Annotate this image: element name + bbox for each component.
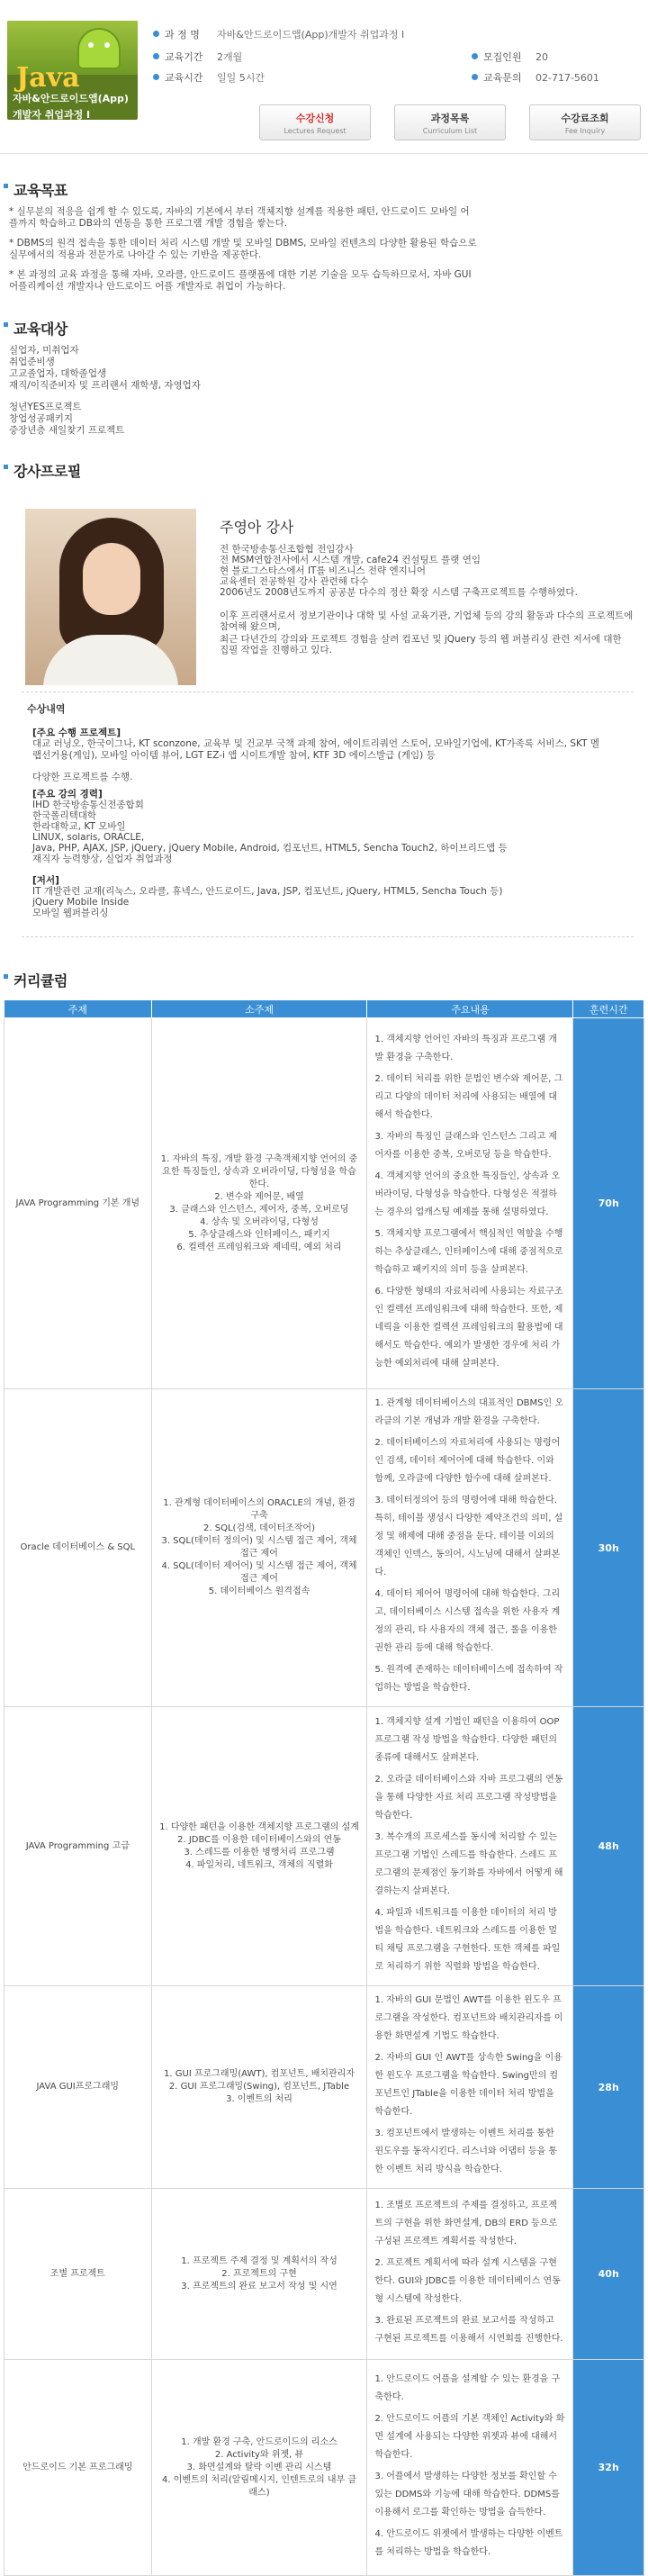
enroll-button[interactable]: 수강신청 Lectures Request: [259, 104, 371, 140]
column-header: 주제: [4, 1000, 152, 1018]
cell-content: [367, 2360, 573, 2576]
content-item: 1. 관계형 데이터베이스의 대표적인 DBMS인 오라클의 기본 개념과 개발 환경을 구축한다.: [374, 1398, 563, 1426]
content-item: 1. 자바의 GUI 문법인 AWT를 이용한 윈도우 프로그램을 작성한다. 컴포넌트와 배치관리자를 이용한 화면설계 기법도 학습한다.: [374, 1995, 563, 2041]
bio-line: 현 블로그스타스에서 IT를 비즈니스 전략 엔지니어: [220, 565, 427, 576]
goal-paragraph-2: * DBMS의 원격 접속을 통한 데이터 처리 시스템 개발 및 모바일 DBMS, 모바일 컨텐츠의 다양한 활용된 학습으로 실무에서의 적용과 전문가로 나아갈 수 있는 기반을 제공한다.: [9, 238, 477, 260]
section-title-curriculum: 커리큘럼: [4, 970, 68, 990]
cell-content: [367, 2189, 573, 2360]
bio-line: 교육센터 전공학원 강사 관련해 다수: [220, 576, 369, 587]
subtopic-item: 2. Activity와 위젯, 뷰: [214, 2449, 304, 2460]
subtopic-item: 1. GUI 프로그래밍(AWT), 컴포넌트, 배치관리자: [164, 2069, 355, 2079]
bullet-icon: [153, 53, 159, 59]
table-row: [4, 1018, 644, 1389]
cell-content: [367, 1707, 573, 1986]
subtopic-item: 6. 컬렉션 프레임워크와 제네릭, 예외 처리: [176, 1242, 342, 1252]
subtopic-item: 4. 상속 및 오버라이딩, 다형성: [200, 1216, 319, 1227]
subtopic-item: 2. 변수와 제어문, 배열: [214, 1191, 304, 1202]
thumbnail-big-text: Java: [16, 62, 80, 94]
content-item: 2. 자바의 GUI 인 AWT를 상속한 Swing을 이용한 윈도우 프로그램을 학습한다. Swing만의 컴포넌트인 JTable을 이용한 데이터 처리 방법을 학습한다.: [374, 2053, 562, 2117]
cell-hours: 40h: [573, 2189, 644, 2360]
award-line: IHD 한국방송통신전종합회: [32, 800, 144, 810]
subtopic-item: 4. SQL(데이터 제어어) 및 시스템 접근 제어, 객체 접근 제어: [161, 1561, 357, 1584]
goal-paragraph-1: * 실무분의 적응을 쉽게 할 수 있도록, 자바의 기본에서 부터 객체지향 설계를 적용한 패턴, 안드로이드 모바일 어플까지 학습하고 DB와의 연동을 통한 프로그램 개발 경험을 쌓는다.: [9, 206, 470, 229]
table-row: [4, 2360, 644, 2576]
award-line: 한라대학교, KT 모바일: [32, 821, 126, 832]
subtopic-item: 1. 프로젝트 주제 결정 및 계획서의 작성: [181, 2255, 338, 2266]
bio-line: 전 한국방송통신조합협 전임강사: [220, 544, 354, 555]
content-item: 4. 안드로이드 위젯에서 발생하는 다양한 이벤트를 처리하는 방법을 학습한다.: [374, 2528, 563, 2557]
content-item: 2. 오라클 데이터베이스와 자바 프로그램의 연동을 통해 다양한 자료 처리 프로그램 작성방법을 학습한다.: [374, 1774, 563, 1821]
android-robot-icon: [77, 28, 121, 69]
target-item: 중장년층 새일찾기 프로젝트: [9, 425, 125, 436]
content-item: 1. 객체지향 언어인 자바의 특징과 프로그램 개발 환경을 구축한다.: [374, 1034, 557, 1062]
cell-subject: Oracle 데이터베이스 & SQL: [4, 1389, 152, 1707]
course-thumbnail: [7, 21, 138, 120]
award-line: jQuery Mobile Inside: [32, 897, 130, 908]
award-line: LINUX, solaris, ORACLE,: [32, 832, 145, 843]
column-header: 주요내용: [367, 1000, 573, 1018]
instructor-name: 주영아 강사: [220, 519, 294, 536]
cell-hours: 70h: [573, 1018, 644, 1389]
cell-subtopics: [151, 1707, 367, 1986]
subtopic-item: 2. 프로젝트의 구현: [221, 2268, 297, 2279]
field-hours: 교육시간 일일 5시간: [153, 70, 265, 85]
bio-line: 2006년도 2008년도까지 공공분 다수의 정산 확장 시스템 구축프로젝트를 수행하였다.: [220, 587, 578, 598]
subtopic-item: 4. 이벤트의 처리(알림메시지, 인텐트로의 내부 클래스): [161, 2474, 357, 2498]
cell-subject: 안드로이드 기본 프로그래밍: [4, 2360, 152, 2576]
cell-content: [367, 1018, 573, 1389]
award-line: 대교 러닝오, 한국이그나, KT sconzone, 교육부 및 건교부 국책 과제 참여, 에이트리쿼언 스토어, 모바일기업에, KT가족록 서비스, SKT 멜랩선거용(게임), 모바일 아이템 뷰어, LGT EZ-i 앱 시이트개발 참여, KTF 3D 에이스발급 (게임) 등: [32, 738, 600, 761]
cell-subtopics: [151, 1018, 367, 1389]
award-line: 모바일 웹퍼블리싱: [32, 908, 109, 918]
column-header: 훈련시간: [573, 1000, 644, 1018]
cell-hours: 48h: [573, 1707, 644, 1986]
cell-hours: 32h: [573, 2360, 644, 2576]
content-item: 5. 객체지향 프로그램에서 핵심적인 역할을 수행하는 추상클래스, 인터페이스에 대해 중점적으로 학습하고 패키지의 의미 등을 살펴본다.: [374, 1228, 563, 1275]
content-item: 3. 복수개의 프로세스를 동시에 처리할 수 있는 프로그램 기법인 스레드를 학습한다. 스레드 프로그램의 문제점인 동기화를 자바에서 어떻게 해결하는지 살펴본다.: [374, 1831, 563, 1896]
target-item: 청년YES프로젝트: [9, 402, 82, 412]
bullet-icon: [153, 74, 159, 80]
cell-hours: 28h: [573, 1986, 644, 2189]
bio-line: 이후 프리랜서로서 정보기관이나 대학 및 사설 교육기관, 기업체 등의 강의 활동과 다수의 프로젝트에 참여해 왔으며,: [220, 610, 634, 632]
subtopic-item: 5. 데이터베이스 원격접속: [208, 1586, 310, 1596]
table-row: [4, 1986, 644, 2189]
content-item: 1. 조별로 프로젝트의 주제를 결정하고, 프로젝트의 구현을 위한 화면설계, DB의 ERD 등으로 구성된 프로젝트 계획서를 작성한다.: [374, 2200, 558, 2246]
cell-subtopics: [151, 2189, 367, 2360]
content-item: 2. 안드로이드 어플의 기본 객체인 Activity와 화면 설계에 사용되는 다양한 위젯과 뷰에 대해서 학습한다.: [374, 2413, 565, 2460]
content-item: 3. 어플에서 발생하는 다양한 정보를 확인할 수 있는 DDMS와 기능에 대해 학습한다. DDMS를 이용해서 로그를 확인하는 방법을 습득한다.: [374, 2471, 560, 2517]
subtopic-item: 3. 스레드를 이용한 병행처리 프로그램: [184, 1847, 335, 1857]
content-item: 4. 객체지향 언어의 중요한 특징들인, 상속과 오버라이딩, 다형성을 학습한다. 다형성은 적절하는 경우의 업캐스팅 예제를 통해 설명하였다.: [374, 1170, 561, 1217]
subtopic-item: 3. 클래스와 인스턴스, 제어자, 중복, 오버로딩: [169, 1204, 349, 1215]
subtopic-item: 2. GUI 프로그래밍(Swing), 컴포넌트, JTable: [168, 2082, 350, 2092]
cell-subject: JAVA Programming 기본 개념: [4, 1018, 152, 1389]
table-header-row: [4, 1000, 644, 1018]
award-line: [저서]: [32, 875, 59, 886]
subtopic-item: 2. JDBC를 이용한 데이터베이스와의 연동: [177, 1834, 341, 1845]
content-item: 4. 파일과 네트워크를 이용한 데이터의 처리 방법을 학습한다. 네트워크와 스레드를 이용한 멀티 채팅 프로그램을 구현한다. 또한 객체를 파일로 처리하기 위한 직렬화 방법을 학습한다.: [374, 1907, 561, 1972]
field-period: 교육기간 2개월: [153, 50, 242, 64]
subtopic-item: 1. 개발 환경 구축, 안드로이드의 리소스: [181, 2436, 338, 2447]
section-title-instructor: 강사프로필: [4, 460, 81, 481]
section-title-goals: 교육목표: [4, 179, 68, 200]
award-line: 한국폴리텍대학: [32, 810, 97, 821]
awards-heading: 수상내역: [27, 703, 66, 715]
cell-subtopics: [151, 1389, 367, 1707]
cell-hours: 30h: [573, 1389, 644, 1707]
field-capacity: 모집인원 20: [472, 50, 548, 64]
content-item: 1. 객체지향 설계 기법인 패턴을 이용하여 OOP 프로그램 작성 방법을 학습한다. 다양한 패턴의 종류에 대해서도 살펴본다.: [374, 1716, 560, 1763]
cell-subtopics: [151, 2360, 367, 2576]
target-item: 창업성공패키지: [9, 413, 74, 424]
content-item: 5. 원격에 존재하는 데이터베이스에 접속하여 작업하는 방법을 학습한다.: [374, 1665, 563, 1693]
bio-line: 전 MSM연합전사에서 시스템 개발, cafe24 컨설팅트 플랫 연임: [220, 555, 482, 565]
instructor-photo: [25, 509, 196, 685]
subtopic-item: 3. SQL(데이터 정의어) 및 시스템 접근 제어, 객체 접근 제어: [161, 1536, 357, 1559]
field-contact: 교육문의 02-717-5601: [472, 70, 599, 85]
award-line: 다양한 프로젝트를 수행.: [32, 772, 133, 782]
award-line: IT 개발관련 교재(리눅스, 오라클, 휴넥스, 안드로이드, Java, JSP, 컴포넌트, jQuery, HTML5, Sencha Touch 등): [32, 886, 503, 897]
thumbnail-line1: 자바&안드로이드앱(App): [13, 93, 129, 104]
cell-content: [367, 1986, 573, 2189]
target-item: 취업준비생: [9, 357, 55, 367]
cell-subject: JAVA GUI프로그래밍: [4, 1986, 152, 2189]
field-course-name: 과 정 명 자바&안드로이드앱(App)개발자 취업과정 I: [153, 27, 404, 41]
content-item: 4. 데이터 제어어 명령어에 대해 학습한다. 그리고, 데이터베이스 시스템 접속을 위한 사용자 계정의 관리, 타 사용자의 객체 접근, 롤을 이용한 권한 관리 등에 대해 학습한다.: [374, 1589, 561, 1653]
award-line: Java, PHP, AJAX, JSP, jQuery, jQuery Mobile, Android, 컴포넌트, HTML5, Sencha Touch2, 하이브리드앱 등: [32, 843, 508, 854]
subtopic-item: 1. 관계형 데이터베이스의 ORACLE의 개념, 환경 구축: [163, 1498, 356, 1521]
bullet-icon: [472, 74, 478, 80]
content-item: 3. 컴포넌트에서 발생하는 이벤트 처리를 통한 윈도우를 동작시킨다. 리스너와 어댑터 등을 통한 이벤트 처리 방식을 학습한다.: [374, 2129, 558, 2174]
column-header: 소주제: [151, 1000, 367, 1018]
content-item: 2. 데이터 처리를 위한 문법인 변수와 제어문, 그리고 다양의 데이터 처리에 사용되는 배열에 대해서 학습한다.: [374, 1073, 563, 1120]
table-row: [4, 1389, 644, 1707]
content-item: 2. 데이터베이스의 자료처리에 사용되는 명령어인 검색, 데이터 제어어에 대해 학습한다. 이와 함께, 오라클에 다양한 함수에 대해 살펴본다.: [374, 1438, 561, 1484]
bullet-icon: [153, 31, 159, 37]
cell-subject: JAVA Programming 고급: [4, 1707, 152, 1986]
content-item: 3. 데이터정의어 등의 명령어에 대해 학습한다. 특히, 테이블 생성시 다양한 제약조건의 의미, 설정 및 해제에 대해 중점을 둔다. 테이블 이외의 객체인 인덱스, 동의어, 시노님에 대해서 살펴본다.: [374, 1496, 563, 1577]
cell-subject: 조별 프로젝트: [4, 2189, 152, 2360]
award-line: 재직자 능력향상, 실업자 취업과정: [32, 854, 173, 864]
award-line: [주요 강의 경력]: [32, 789, 103, 800]
cell-subtopics: [151, 1986, 367, 2189]
content-item: 6. 다양한 형태의 자료처리에 사용되는 자료구조인 컬렉션 프레임워크에 대해 학습한다. 또한, 제네릭을 이용한 컬렉션 프레임워크의 활용법에 대해서도 학습한다. 예외가 발생한 경우에 처리 가능한 예외처리에 대해 살펴본다.: [374, 1286, 563, 1369]
subtopic-item: 1. 다양한 패턴을 이용한 객체지향 프로그램의 설계: [159, 1821, 359, 1832]
subtopic-item: 3. 프로젝트의 완료 보고서 작성 및 시연: [181, 2281, 338, 2291]
target-item: 실업자, 미취업자: [9, 345, 79, 356]
section-title-target: 교육대상: [4, 318, 68, 339]
award-line: [주요 수행 프로젝트]: [32, 728, 122, 738]
subtopic-item: 2. SQL(검색, 데이터조작어): [203, 1523, 315, 1533]
subtopic-item: 5. 추상클래스와 인터페이스, 패키지: [188, 1229, 330, 1240]
bullet-icon: [472, 53, 478, 59]
content-item: 2. 프로젝트 계획서에 따라 설계 시스템을 구현한다. GUI와 JDBC를 이용한 데이터베이스 연동형 시스템에 작성한다.: [374, 2257, 561, 2304]
table-row: [4, 1707, 644, 1986]
content-item: 3. 자바의 특징인 클래스와 인스턴스 그리고 제어자를 이용한 중복, 오버로딩 등을 학습한다.: [374, 1131, 557, 1160]
table-row: [4, 2189, 644, 2360]
bio-line: 최근 다년간의 강의와 프로젝트 경험을 살려 컴포넌 및 jQuery 등의 웹 퍼블리싱 관련 저서에 대한 집필 작업을 진행하고 있다.: [220, 634, 622, 655]
curriculum-list-button[interactable]: 과정목록 Curriculum List: [394, 104, 506, 140]
cell-content: [367, 1389, 573, 1707]
subtopic-item: 3. 화면설계와 탈락 이벤 관리 시스템: [186, 2462, 332, 2472]
curriculum-table: [4, 999, 644, 2576]
course-header: [0, 0, 648, 155]
subtopic-item: 1. 자바의 특징, 개발 환경 구축객체지향 언어의 중요한 특징들인, 상속과 오버라이딩, 다형성을 학습한다.: [160, 1153, 358, 1189]
goal-paragraph-3: * 본 과정의 교육 과정을 통해 자바, 오라클, 안드로이드 플랫폼에 대한 기본 기술을 모두 습득하므로서, 자바 GUI 어플리케이션 개발자나 안드로이드 어플 개발자로 취업이 가능하다.: [9, 269, 472, 292]
fee-inquiry-button[interactable]: 수강료조회 Fee Inquiry: [529, 104, 641, 140]
subtopic-item: 3. 이벤트의 처리: [226, 2094, 292, 2104]
content-item: 1. 안드로이드 어플을 설계할 수 있는 환경을 구축한다.: [374, 2373, 561, 2402]
thumbnail-line2: 개발자 취업과정 I: [13, 109, 91, 120]
subtopic-item: 4. 파일처리, 네트워크, 객체의 직렬화: [185, 1859, 333, 1870]
target-item: 고교졸업자, 대학졸업생: [9, 368, 107, 379]
content-item: 3. 완료된 프로젝트의 완료 보고서를 작성하고 구현된 프로젝트를 이용해서 시연회를 진행한다.: [374, 2315, 563, 2344]
target-item: 재직/이직준비자 및 프리랜서 재학생, 자영업자: [9, 380, 201, 391]
